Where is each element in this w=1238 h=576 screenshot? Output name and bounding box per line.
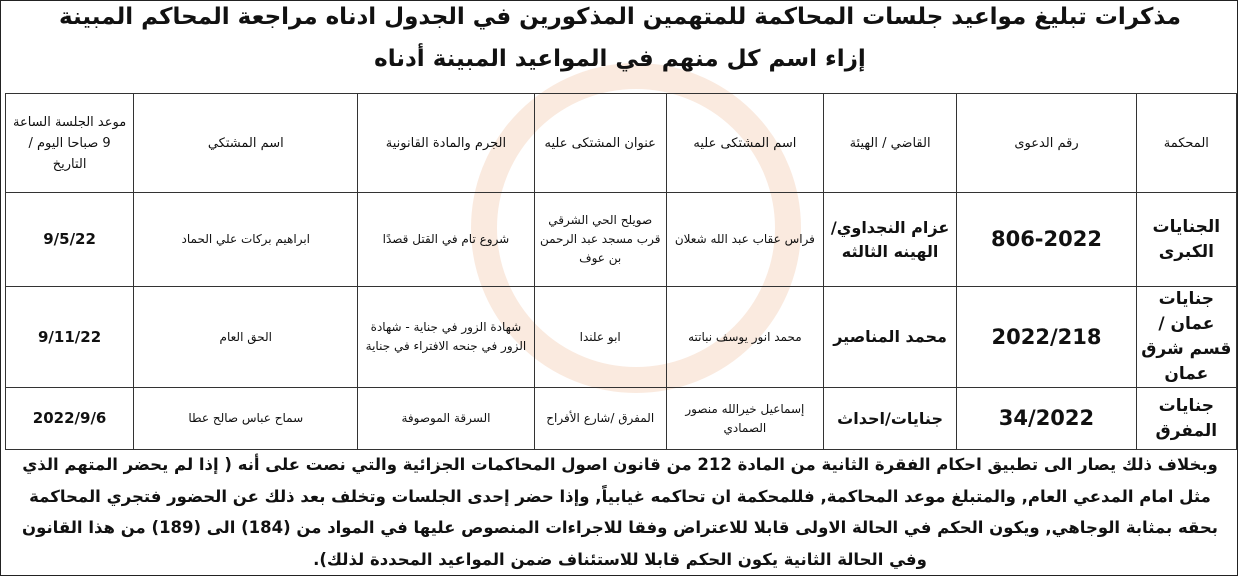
cell-hearing-date: 2022/9/6 bbox=[6, 388, 134, 450]
header-case-number: رقم الدعوى bbox=[957, 94, 1136, 193]
header-hearing-date: موعد الجلسة الساعة 9 صباحا اليوم / التاريخ bbox=[6, 94, 134, 193]
header-defendant: اسم المشتكى عليه bbox=[666, 94, 823, 193]
table-row bbox=[6, 193, 1237, 287]
table-row bbox=[6, 287, 1237, 388]
legal-footnote: وبخلاف ذلك يصار الى تطبيق احكام الفقرة الثانية من المادة 212 من قانون اصول المحاكمات الجزائية والتي نصت على أنه ( إذا لم يحضر المتهم الذي مثل امام المدعي العام, والمتبلغ موعد المحاكمة, فللمحكمة ان تحاكمه غيابياً, وإذا حضر إحدى الجلسات وتخلف بعد ذلك عن الحضور فتجري المحاكمة بحقه بمثابة الوجاهي, ويكون الحكم في الحالة الاولى قابلا للاعتراض وفقا للاجراءات المنصوص عليها في المواد من (184) الى (189) من هذا القانون وفي الحالة الثانية يكون الحكم قابلا للاستئناف ضمن المواعيد المحددة لذلك). bbox=[22, 455, 1218, 569]
notice-title-line1: مذكرات تبليغ مواعيد جلسات المحاكمة للمتهمين المذكورين في الجدول ادناه مراجعة المحاكم المبينة bbox=[59, 4, 1181, 30]
cell-court: جنايات المفرق bbox=[1136, 388, 1236, 450]
cell-judge: جنايات/احداث bbox=[823, 388, 956, 450]
cell-case-number: 806-2022 bbox=[957, 193, 1136, 287]
cell-complainant: سماح عباس صالح عطا bbox=[134, 388, 358, 450]
cell-defendant: إسماعيل خيرالله منصور الصمادي bbox=[666, 388, 823, 450]
cell-address: صويلح الحي الشرقي قرب مسجد عبد الرحمن بن عوف bbox=[534, 193, 666, 287]
cell-hearing-date: 9/5/22 bbox=[6, 193, 134, 287]
cell-defendant: محمد انور يوسف نباتته bbox=[666, 287, 823, 388]
cell-court: الجنايات الكبرى bbox=[1136, 193, 1236, 287]
cell-charge: شروع تام في القتل قصدًا bbox=[358, 193, 534, 287]
notice-title-line2: إزاء اسم كل منهم في المواعيد المبينة أدناه bbox=[374, 46, 866, 72]
cell-address: ابو علندا bbox=[534, 287, 666, 388]
cell-complainant: ابراهيم بركات علي الحماد bbox=[134, 193, 358, 287]
cell-charge: شهادة الزور في جناية - شهادة الزور في جنحه الافتراء في جناية bbox=[358, 287, 534, 388]
cell-hearing-date: 9/11/22 bbox=[6, 287, 134, 388]
cell-court: جنايات عمان / قسم شرق عمان bbox=[1136, 287, 1236, 388]
header-court: المحكمة bbox=[1136, 94, 1236, 193]
cell-judge: عزام النجداوي/الهينه الثالثه bbox=[823, 193, 956, 287]
cell-complainant: الحق العام bbox=[134, 287, 358, 388]
table-row bbox=[6, 388, 1237, 450]
header-complainant: اسم المشتكي bbox=[134, 94, 358, 193]
cell-charge: السرقة الموصوفة bbox=[358, 388, 534, 450]
cell-case-number: 34/2022 bbox=[957, 388, 1136, 450]
cell-address: المفرق /شارع الأفراح bbox=[534, 388, 666, 450]
hearings-table bbox=[5, 93, 1237, 450]
cell-defendant: فراس عقاب عبد الله شعلان bbox=[666, 193, 823, 287]
table-header-row bbox=[6, 94, 1237, 193]
cell-case-number: 2022/218 bbox=[957, 287, 1136, 388]
cell-judge: محمد المناصير bbox=[823, 287, 956, 388]
header-charge: الجرم والمادة القانونية bbox=[358, 94, 534, 193]
header-judge: القاضي / الهيئة bbox=[823, 94, 956, 193]
header-address: عنوان المشتكى عليه bbox=[534, 94, 666, 193]
